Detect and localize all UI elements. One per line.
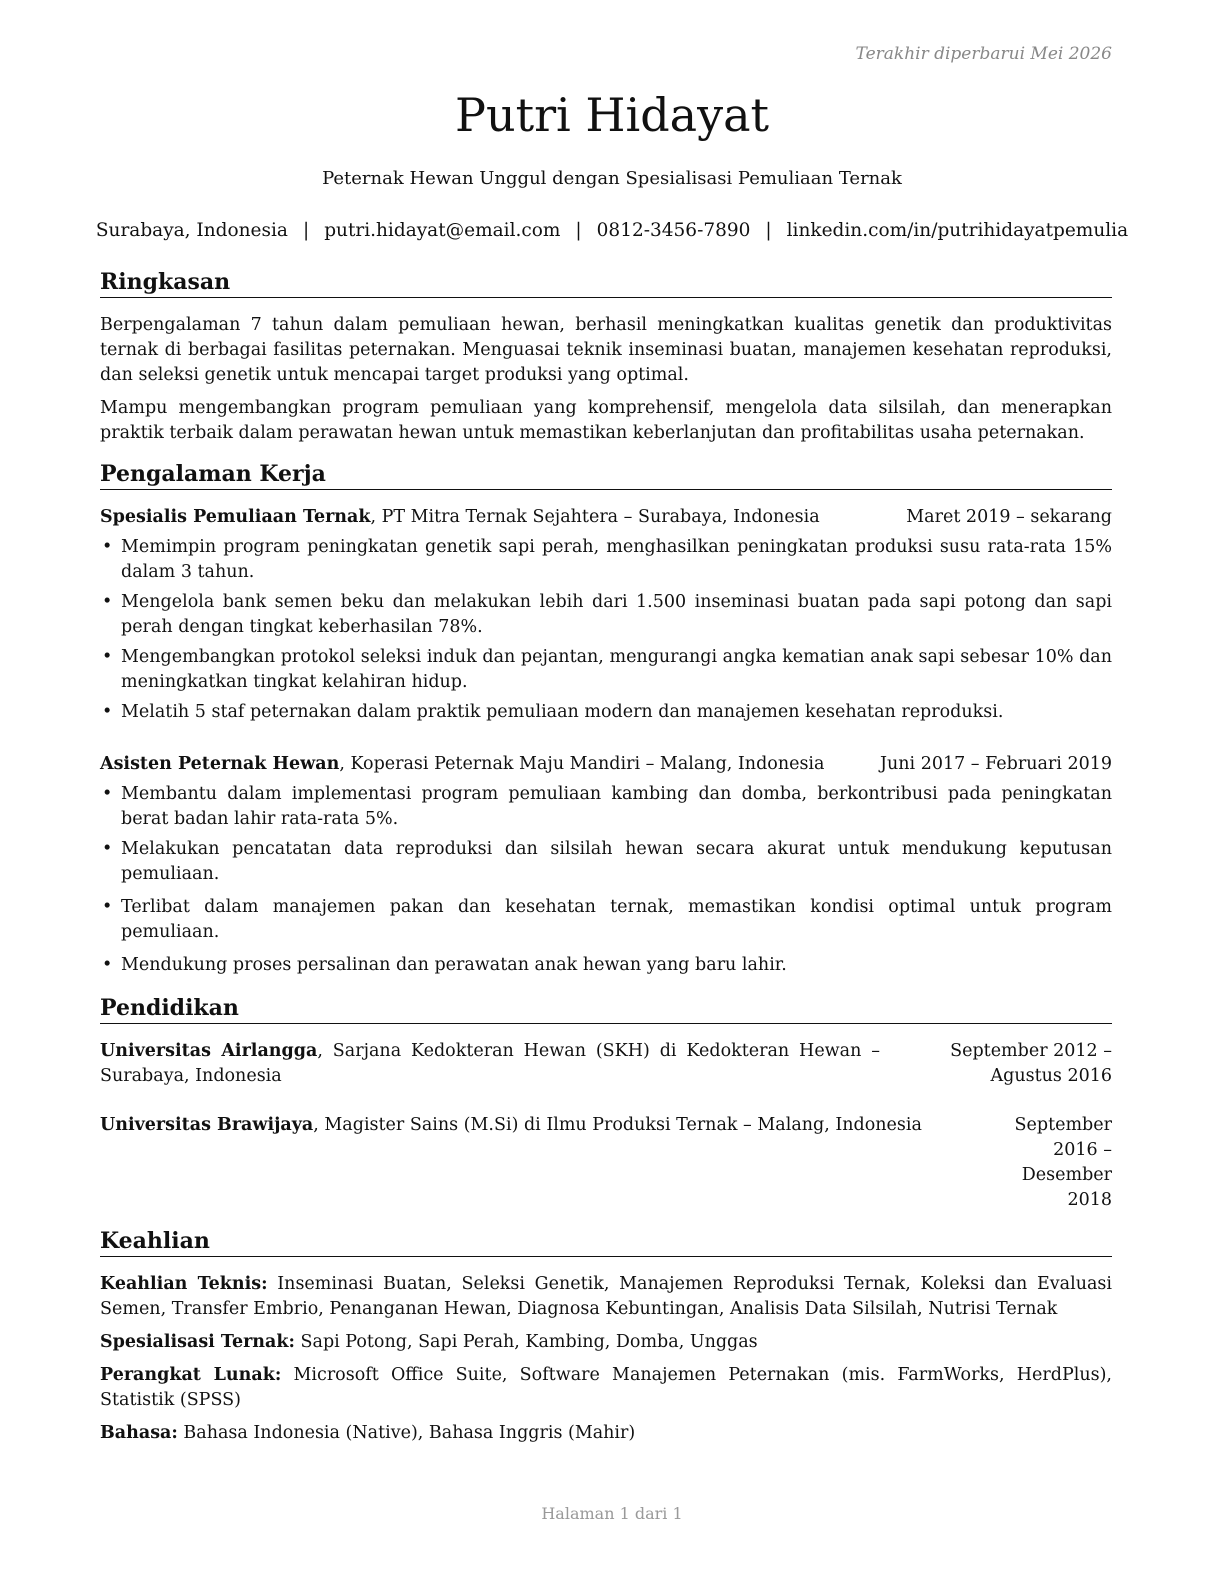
education-entry — [100, 1039, 1112, 1089]
education-detail-line — [100, 1113, 973, 1213]
list-item: • Melakukan pencatatan data reproduksi dan silsilah hewan secara akurat untuk mendukung keputusan pemuliaan. — [100, 837, 1112, 887]
tagline: Peternak Hewan Unggul dengan Spesialisasi Pemuliaan Ternak — [322, 168, 902, 189]
contact-email[interactable]: putri.hidayat@email.com — [324, 220, 561, 241]
contact-location: Surabaya, Indonesia — [95, 220, 288, 241]
skill-value: Bahasa Indonesia (Native), Bahasa Inggris (Mahir) — [177, 1423, 636, 1443]
job-role-line — [100, 505, 820, 530]
job-entry — [100, 505, 1112, 725]
job-dates: Maret 2019 – sekarang — [906, 507, 1112, 527]
skill-line — [100, 1363, 1112, 1413]
candidate-name: Putri Hidayat — [455, 88, 769, 142]
skill-label: Spesialisasi Ternak: — [100, 1332, 295, 1352]
section-title-skills: Keahlian — [100, 1229, 1112, 1257]
skill-label: Perangkat Lunak: — [100, 1365, 282, 1385]
last-updated: Terakhir diperbarui Mei 2026 — [855, 44, 1112, 64]
contact-phone: 0812-3456-7890 — [596, 220, 751, 241]
job-header — [100, 505, 1112, 530]
job-bullets — [100, 535, 1112, 725]
education-degree: , Magister Sains (M.Si) di Ilmu Produksi Ternak – Malang, Indonesia — [313, 1115, 922, 1135]
skill-value: Inseminasi Buatan, Seleksi Genetik, Manajemen Reproduksi Ternak, Koleksi dan Evaluasi Semen, Transfer Embrio, Penanganan Hewan, Diagnosa Kebuntingan, Analisis Data Silsilah, Nutrisi Ternak — [100, 1274, 1112, 1319]
section-title-education: Pendidikan — [100, 996, 1112, 1024]
education-detail-line — [100, 1039, 880, 1089]
list-item: • Terlibat dalam manajemen pakan dan kesehatan ternak, memastikan kondisi optimal untuk program pemuliaan. — [100, 895, 1112, 945]
skill-value: Sapi Potong, Sapi Perah, Kambing, Domba, Unggas — [294, 1332, 758, 1352]
contact-line — [0, 220, 1224, 241]
section-title-experience: Pengalaman Kerja — [100, 462, 1112, 490]
list-item: • Melatih 5 staf peternakan dalam praktik pemuliaan modern dan manajemen kesehatan reproduksi. — [100, 700, 1112, 725]
page-number: Halaman 1 dari 1 — [541, 1504, 683, 1523]
job-organization: , PT Mitra Ternak Sejahtera – Surabaya, Indonesia — [370, 507, 820, 527]
job-title: Spesialis Pemuliaan Ternak — [100, 507, 371, 527]
skill-line — [100, 1330, 1112, 1355]
contact-linkedin[interactable]: linkedin.com/in/putrihidayatpemulia — [786, 220, 1129, 241]
job-entry — [100, 752, 1112, 978]
education-dates: September 2016 – Desember 2018 — [1014, 1115, 1112, 1210]
list-item: • Mengelola bank semen beku dan melakukan lebih dari 1.500 inseminasi buatan pada sapi potong dan sapi perah dengan tingkat keberhasilan 78%. — [100, 590, 1112, 640]
contact-separator: | — [575, 220, 582, 241]
job-dates: Juni 2017 – Februari 2019 — [879, 754, 1112, 774]
skill-line — [100, 1421, 1112, 1446]
skill-line — [100, 1272, 1112, 1322]
summary-paragraph: Mampu mengembangkan program pemuliaan yang komprehensif, mengelola data silsilah, dan menerapkan praktik terbaik dalam perawatan hewan untuk memastikan keberlanjutan dan profitabilitas usaha peternakan. — [100, 398, 1112, 443]
list-item: • Membantu dalam implementasi program pemuliaan kambing dan domba, berkontribusi pada peningkatan berat badan lahir rata-rata 5%. — [100, 782, 1112, 832]
contact-separator: | — [765, 220, 772, 241]
job-role-line — [100, 752, 824, 777]
contact-separator: | — [302, 220, 310, 241]
list-item: • Mengembangkan protokol seleksi induk dan pejantan, mengurangi angka kematian anak sapi sebesar 10% dan meningkatkan tingkat kelahiran hidup. — [100, 645, 1112, 695]
skill-label: Bahasa: — [100, 1423, 178, 1443]
skill-value: Microsoft Office Suite, Software Manajemen Peternakan (mis. FarmWorks, HerdPlus), Statistik (SPSS) — [100, 1365, 1112, 1410]
job-title: Asisten Peternak Hewan — [100, 754, 340, 774]
skill-label: Keahlian Teknis: — [100, 1274, 268, 1294]
list-item: • Memimpin program peningkatan genetik sapi perah, menghasilkan peningkatan produksi susu rata-rata 15% dalam 3 tahun. — [100, 535, 1112, 585]
education-degree: , Sarjana Kedokteran Hewan (SKH) di Kedokteran Hewan – Surabaya, Indonesia — [100, 1041, 880, 1086]
job-bullets — [100, 782, 1112, 978]
list-item: • Mendukung proses persalinan dan perawatan anak hewan yang baru lahir. — [100, 953, 1112, 978]
summary-paragraph: Berpengalaman 7 tahun dalam pemuliaan hewan, berhasil meningkatkan kualitas genetik dan produktivitas ternak di berbagai fasilitas peternakan. Menguasai teknik inseminasi buatan, manajemen kesehatan reproduksi, dan seleksi genetik untuk mencapai target produksi yang optimal. — [100, 315, 1112, 385]
resume-content — [100, 270, 1112, 1446]
job-organization: , Koperasi Peternak Maju Mandiri – Malang, Indonesia — [339, 754, 825, 774]
education-entry — [100, 1113, 1112, 1213]
job-header — [100, 752, 1112, 777]
section-title-summary: Ringkasan — [100, 270, 1112, 298]
education-dates: September 2012 – Agustus 2016 — [950, 1041, 1112, 1086]
education-school: Universitas Brawijaya — [100, 1115, 314, 1135]
education-school: Universitas Airlangga — [100, 1041, 318, 1061]
